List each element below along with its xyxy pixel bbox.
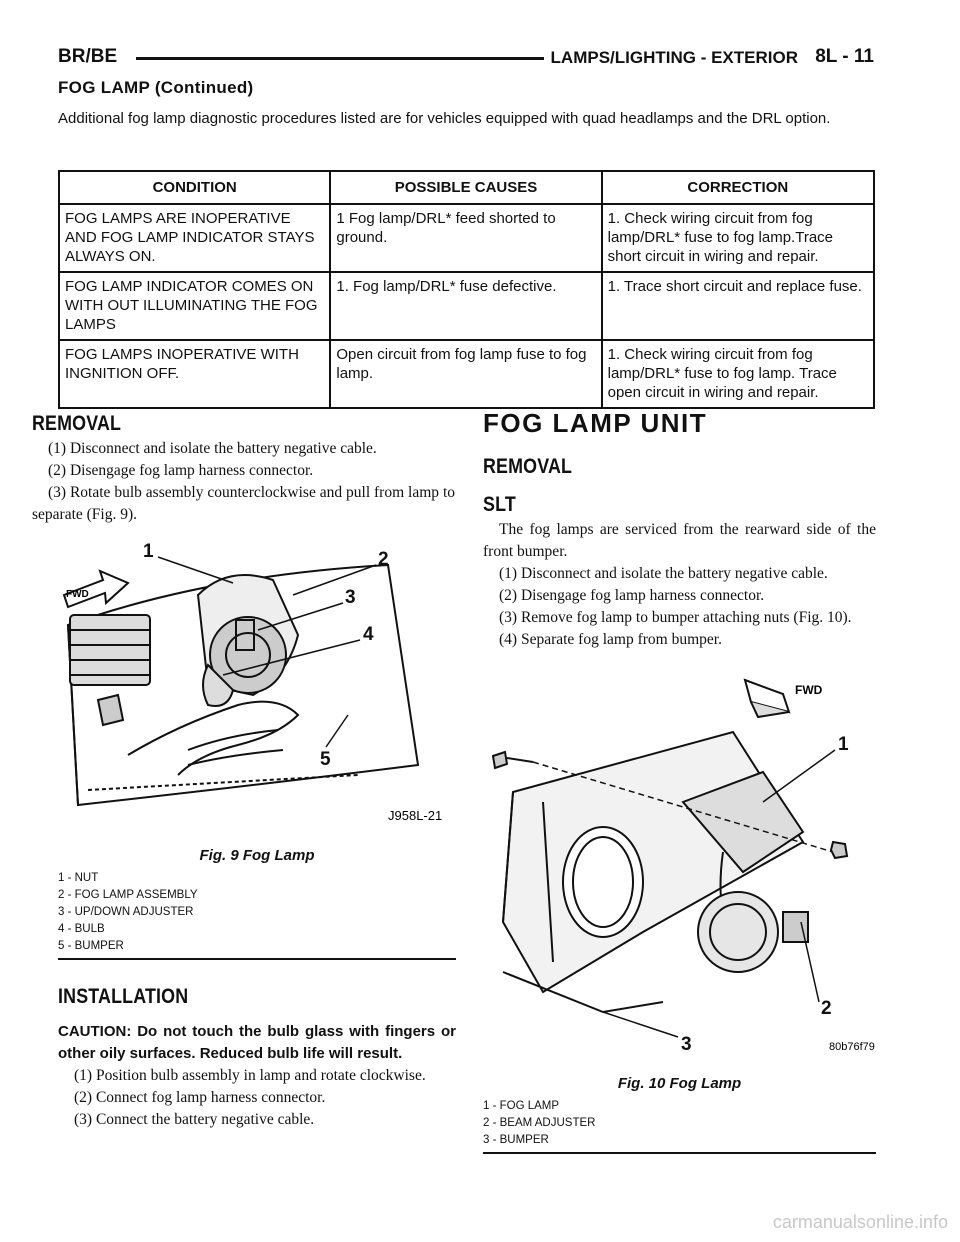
step: (1) Disconnect and isolate the battery negative cable. [499,565,828,582]
cell-correction: 1. Check wiring circuit from fog lamp/DRL* fuse to fog lamp. Trace open circuit in wiring and repair. [602,340,874,408]
legend-rule [483,1152,876,1154]
left-column [32,412,455,526]
legend-item: 2 - BEAM ADJUSTER [483,1117,596,1129]
legend-item: 4 - BULB [58,923,105,935]
legend-item: 3 - UP/DOWN ADJUSTER [58,906,194,918]
table-row [59,204,874,272]
step: (2) Connect fog lamp harness connector. [74,1089,326,1106]
fwd-label: FWD [795,683,823,697]
fig9-legend [58,870,456,955]
step: (1) Disconnect and isolate the battery negative cable. [48,440,377,457]
installation-heading: INSTALLATION [58,985,189,1008]
step: (3) Remove fog lamp to bumper attaching nuts (Fig. 10). [499,609,852,626]
legend-rule [58,958,456,960]
cell-cause: Open circuit from fog lamp fuse to fog lamp. [330,340,601,408]
cell-correction: 1. Trace short circuit and replace fuse. [602,272,874,340]
step: (1) Position bulb assembly in lamp and rotate clockwise. [74,1067,426,1084]
legend-item: 1 - FOG LAMP [483,1100,560,1112]
cell-cause: 1 Fog lamp/DRL* feed shorted to ground. [330,204,601,272]
legend-item: 5 - BUMPER [58,940,124,952]
diagnosis-table [58,170,875,409]
fwd-label: FWD [66,589,89,600]
figure-code: 80b76f79 [829,1041,875,1053]
step: (2) Disengage fog lamp harness connector. [48,462,314,479]
callout-3: 3 [681,1034,692,1055]
callout-1: 1 [143,541,154,562]
legend-item: 3 - BUMPER [483,1134,549,1146]
callout-5: 5 [320,749,331,770]
callout-2: 2 [821,998,832,1019]
section-title: LAMPS/LIGHTING - EXTERIOR [550,48,798,67]
model-code: BR/BE [58,46,118,67]
caution-text: CAUTION: Do not touch the bulb glass with fingers or other oily surfaces. Reduced bulb life will result. [58,1023,456,1062]
cell-correction: 1. Check wiring circuit from fog lamp/DRL* fuse to fog lamp.Trace short circuit in wiring and repair. [602,204,874,272]
fig9-caption: Fig. 9 Fog Lamp [199,847,315,864]
fig10-caption-block [483,1075,876,1154]
legend-item: 2 - FOG LAMP ASSEMBLY [58,889,198,901]
fig10-caption: Fig. 10 Fog Lamp [617,1075,742,1092]
cell-cause: 1. Fog lamp/DRL* fuse defective. [330,272,601,340]
step: (3) Rotate bulb assembly counterclockwise and pull from lamp to separate (Fig. 9). [32,484,455,523]
fig9-caption-block [58,847,456,960]
figure-code: J958L-21 [388,808,443,823]
callout-4: 4 [363,624,374,645]
callout-3: 3 [345,587,356,608]
slt-heading: SLT [483,493,516,516]
step: (4) Separate fog lamp from bumper. [499,631,722,648]
callout-1: 1 [838,734,849,755]
unit-heading: FOG LAMP UNIT [483,408,708,438]
cell-condition: FOG LAMPS INOPERATIVE WITH INGNITION OFF. [59,340,330,408]
fig10-legend [483,1098,876,1149]
page-header [58,42,874,72]
right-column [483,408,876,651]
header-rule [136,57,544,60]
fig9-illustration [58,535,456,835]
fwd-arrow-icon [745,680,789,717]
step: The fog lamps are serviced from the rearward side of the front bumper. [483,521,876,560]
intro-text: Additional fog lamp diagnostic procedures listed are for vehicles equipped with quad headlamps and the DRL option. [58,110,831,127]
legend-item: 1 - NUT [58,872,99,884]
continued-title: FOG LAMP (Continued) [58,78,254,97]
table-header-row [59,171,874,204]
removal-heading-right: REMOVAL [483,455,573,478]
step: (3) Connect the battery negative cable. [74,1111,315,1128]
cell-condition: FOG LAMP INDICATOR COMES ON WITH OUT ILLUMINATING THE FOG LAMPS [59,272,330,340]
table-row [59,272,874,340]
callout-2: 2 [378,549,389,570]
header-causes: POSSIBLE CAUSES [330,171,601,204]
header-condition: CONDITION [59,171,330,204]
header-correction: CORRECTION [602,171,874,204]
cell-condition: FOG LAMPS ARE INOPERATIVE AND FOG LAMP INDICATOR STAYS ALWAYS ON. [59,204,330,272]
step: (2) Disengage fog lamp harness connector. [499,587,765,604]
removal-heading: REMOVAL [32,412,122,435]
page-number: 8L - 11 [815,46,874,67]
watermark: carmanualsonline.info [772,1212,948,1232]
fig10-illustration [483,672,876,1064]
installation-block [58,985,456,1131]
table-row [59,340,874,408]
